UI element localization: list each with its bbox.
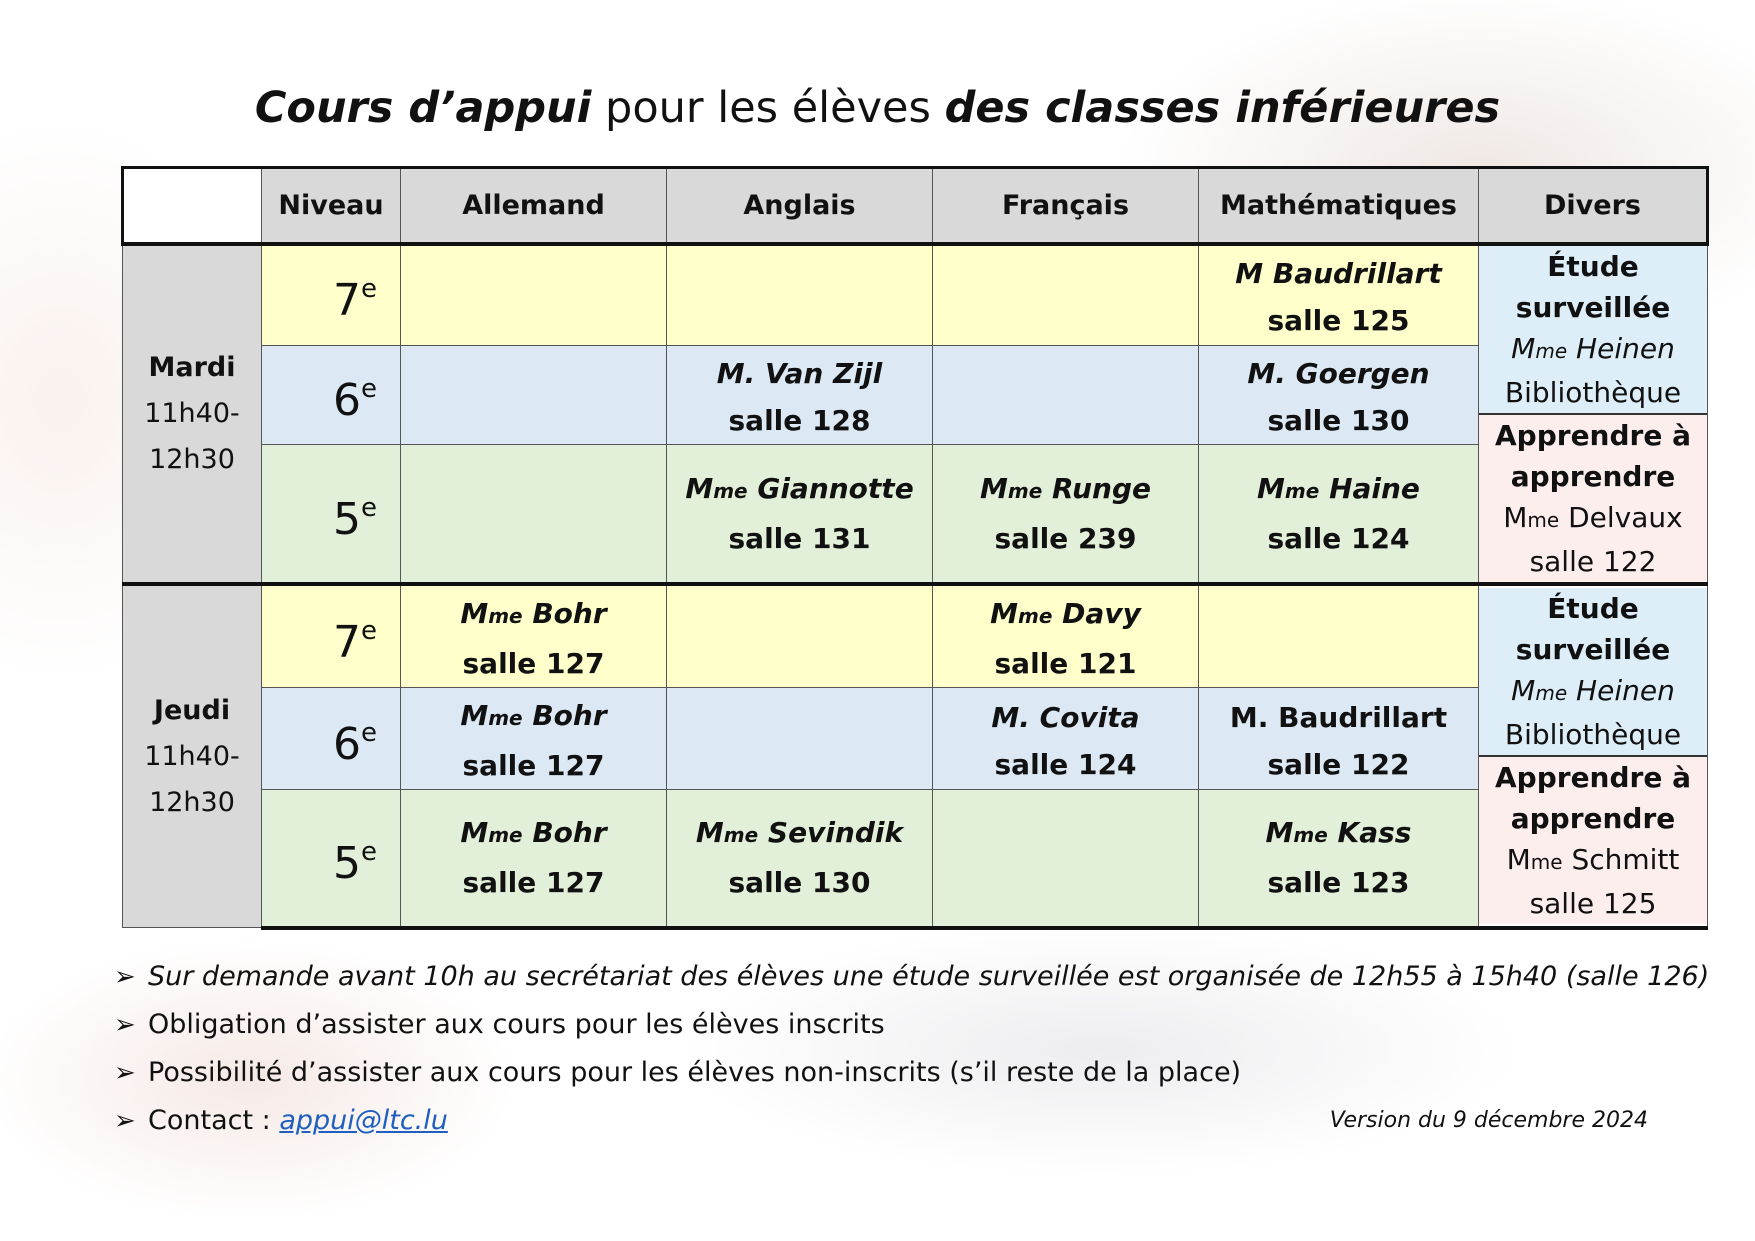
schedule-table (121, 166, 1709, 930)
teacher-name: Mme Sevindik (695, 816, 904, 850)
header-row (123, 168, 1708, 245)
teacher-name: Mme Kass (1265, 816, 1412, 850)
room: salle 130 (1267, 404, 1410, 438)
list-item (114, 1001, 1709, 1049)
cell-francais (933, 445, 1199, 584)
divers-teacher: Mme Heinen (1511, 673, 1675, 707)
header-corner (123, 168, 262, 245)
level-suffix: e (361, 492, 377, 523)
level-number: 5 (333, 837, 361, 889)
note-text: Obligation d’assister aux cours pour les élèves inscrits (148, 1009, 885, 1040)
divers-etude (1479, 588, 1707, 757)
cell-francais (933, 790, 1199, 928)
cell-allemand (401, 345, 667, 445)
table-row (123, 345, 1708, 445)
page-title (0, 80, 1755, 136)
day-name: Mardi (148, 352, 236, 383)
cell-anglais (667, 790, 933, 928)
header-niveau: Niveau (262, 168, 401, 245)
divers-place: Bibliothèque (1504, 376, 1682, 409)
teacher-name: Mme Haine (1257, 472, 1420, 506)
day-name: Jeudi (153, 694, 231, 726)
divers-title-line2: surveillée (1515, 291, 1671, 324)
teacher-name: Mme Bohr (460, 699, 607, 732)
level-number: 7 (333, 616, 361, 668)
divers-apprendre (1479, 757, 1707, 924)
teacher-name: M Baudrillart (1235, 257, 1442, 291)
divers-place: salle 125 (1529, 886, 1657, 920)
cell-maths (1199, 790, 1479, 928)
teacher-name: M. Baudrillart (1229, 700, 1448, 734)
divers-title-line1: Apprendre à (1495, 419, 1691, 452)
divers-cell-jeudi (1479, 584, 1708, 928)
divers-title-line1: Apprendre à (1495, 760, 1691, 794)
cell-francais (933, 584, 1199, 688)
cell-anglais (667, 345, 933, 445)
cell-anglais (667, 584, 933, 688)
teacher-name: Mme Giannotte (685, 472, 914, 506)
arrow-bullet-icon: ➢ (114, 1058, 136, 1088)
level-cell (262, 345, 401, 445)
room: salle 124 (1267, 522, 1410, 556)
room: salle 127 (462, 866, 605, 900)
teacher-name: Mme Davy (990, 597, 1141, 630)
note-text: Possibilité d’assister aux cours pour les élèves non-inscrits (s’il reste de la place) (148, 1057, 1242, 1088)
divers-teacher: Mme Delvaux (1503, 501, 1683, 534)
title-part-2: pour les élèves (591, 83, 945, 133)
cell-anglais (667, 688, 933, 790)
divers-cell-mardi (1479, 244, 1708, 584)
cell-maths (1199, 345, 1479, 445)
room: salle 127 (462, 749, 605, 782)
room: salle 127 (462, 647, 605, 680)
teacher-name: Mme Bohr (460, 816, 607, 850)
divers-teacher: Mme Schmitt (1506, 842, 1680, 876)
room: salle 131 (728, 522, 871, 556)
cell-anglais (667, 244, 933, 345)
cell-francais (933, 688, 1199, 790)
room: salle 128 (728, 404, 871, 438)
day-cell-mardi (123, 244, 262, 584)
room: salle 125 (1267, 304, 1410, 338)
divers-title-line2: surveillée (1515, 632, 1671, 666)
level-cell (262, 790, 401, 928)
day-time-end: 12h30 (149, 444, 235, 475)
header-anglais: Anglais (667, 168, 933, 245)
level-suffix: e (361, 615, 377, 646)
room: salle 121 (994, 647, 1137, 680)
teacher-name: M. Goergen (1247, 357, 1430, 391)
level-cell (262, 244, 401, 345)
level-number: 6 (333, 375, 361, 427)
table-row (123, 584, 1708, 688)
level-cell (262, 584, 401, 688)
cell-maths (1199, 688, 1479, 790)
version-text: Version du 9 décembre 2024 (1329, 1108, 1648, 1133)
list-item (114, 953, 1709, 1001)
day-cell-jeudi (123, 584, 262, 928)
level-cell (262, 445, 401, 584)
day-time-end: 12h30 (149, 786, 235, 818)
level-number: 6 (333, 718, 361, 770)
header-divers: Divers (1479, 168, 1708, 245)
arrow-bullet-icon: ➢ (114, 1106, 136, 1136)
header-francais: Français (933, 168, 1199, 245)
day-time-start: 11h40- (144, 740, 240, 772)
divers-title-line1: Étude (1547, 250, 1639, 283)
cell-maths (1199, 445, 1479, 584)
contact-label: Contact : (148, 1105, 280, 1136)
teacher-name: M. Van Zijl (716, 357, 883, 391)
level-number: 7 (333, 275, 361, 327)
divers-title-line2: apprendre (1510, 460, 1676, 493)
table-row (123, 445, 1708, 584)
divers-apprendre (1479, 415, 1707, 582)
arrow-bullet-icon: ➢ (114, 962, 136, 992)
level-suffix: e (361, 836, 377, 867)
day-time-start: 11h40- (144, 398, 240, 429)
list-item (114, 1049, 1709, 1097)
cell-francais (933, 244, 1199, 345)
divers-etude (1479, 246, 1707, 415)
divers-place: salle 122 (1529, 545, 1657, 578)
note-text: Sur demande avant 10h au secrétariat des élèves une étude surveillée est organisée de 12h55 à 15h40 (salle 126) (148, 961, 1710, 992)
room: salle 122 (1267, 747, 1410, 781)
cell-maths (1199, 244, 1479, 345)
cell-allemand (401, 445, 667, 584)
level-number: 5 (333, 493, 361, 545)
cell-allemand (401, 790, 667, 928)
divers-place: Bibliothèque (1504, 717, 1682, 751)
cell-allemand (401, 244, 667, 345)
teacher-name: M. Covita (991, 700, 1140, 734)
cell-anglais (667, 445, 933, 584)
table-row (123, 790, 1708, 928)
room: salle 130 (728, 866, 871, 900)
title-part-1: Cours d’appui (254, 83, 592, 133)
teacher-name: Mme Runge (980, 472, 1151, 506)
header-allemand: Allemand (401, 168, 667, 245)
level-cell (262, 688, 401, 790)
cell-allemand (401, 688, 667, 790)
cell-maths (1199, 584, 1479, 688)
divers-teacher: Mme Heinen (1511, 332, 1675, 365)
room: salle 123 (1267, 866, 1410, 900)
level-suffix: e (361, 274, 377, 305)
contact-email-link[interactable]: appui@ltc.lu (279, 1105, 448, 1136)
header-mathematiques: Mathématiques (1199, 168, 1479, 245)
cell-francais (933, 345, 1199, 445)
table-row (123, 244, 1708, 345)
divers-title-line2: apprendre (1510, 801, 1676, 835)
level-suffix: e (361, 374, 377, 405)
title-part-3: des classes inférieures (944, 83, 1501, 133)
divers-title-line1: Étude (1547, 591, 1639, 625)
arrow-bullet-icon: ➢ (114, 1010, 136, 1040)
level-suffix: e (361, 717, 377, 748)
room: salle 124 (994, 747, 1137, 781)
cell-allemand (401, 584, 667, 688)
room: salle 239 (994, 522, 1137, 556)
table-row (123, 688, 1708, 790)
teacher-name: Mme Bohr (460, 597, 607, 630)
